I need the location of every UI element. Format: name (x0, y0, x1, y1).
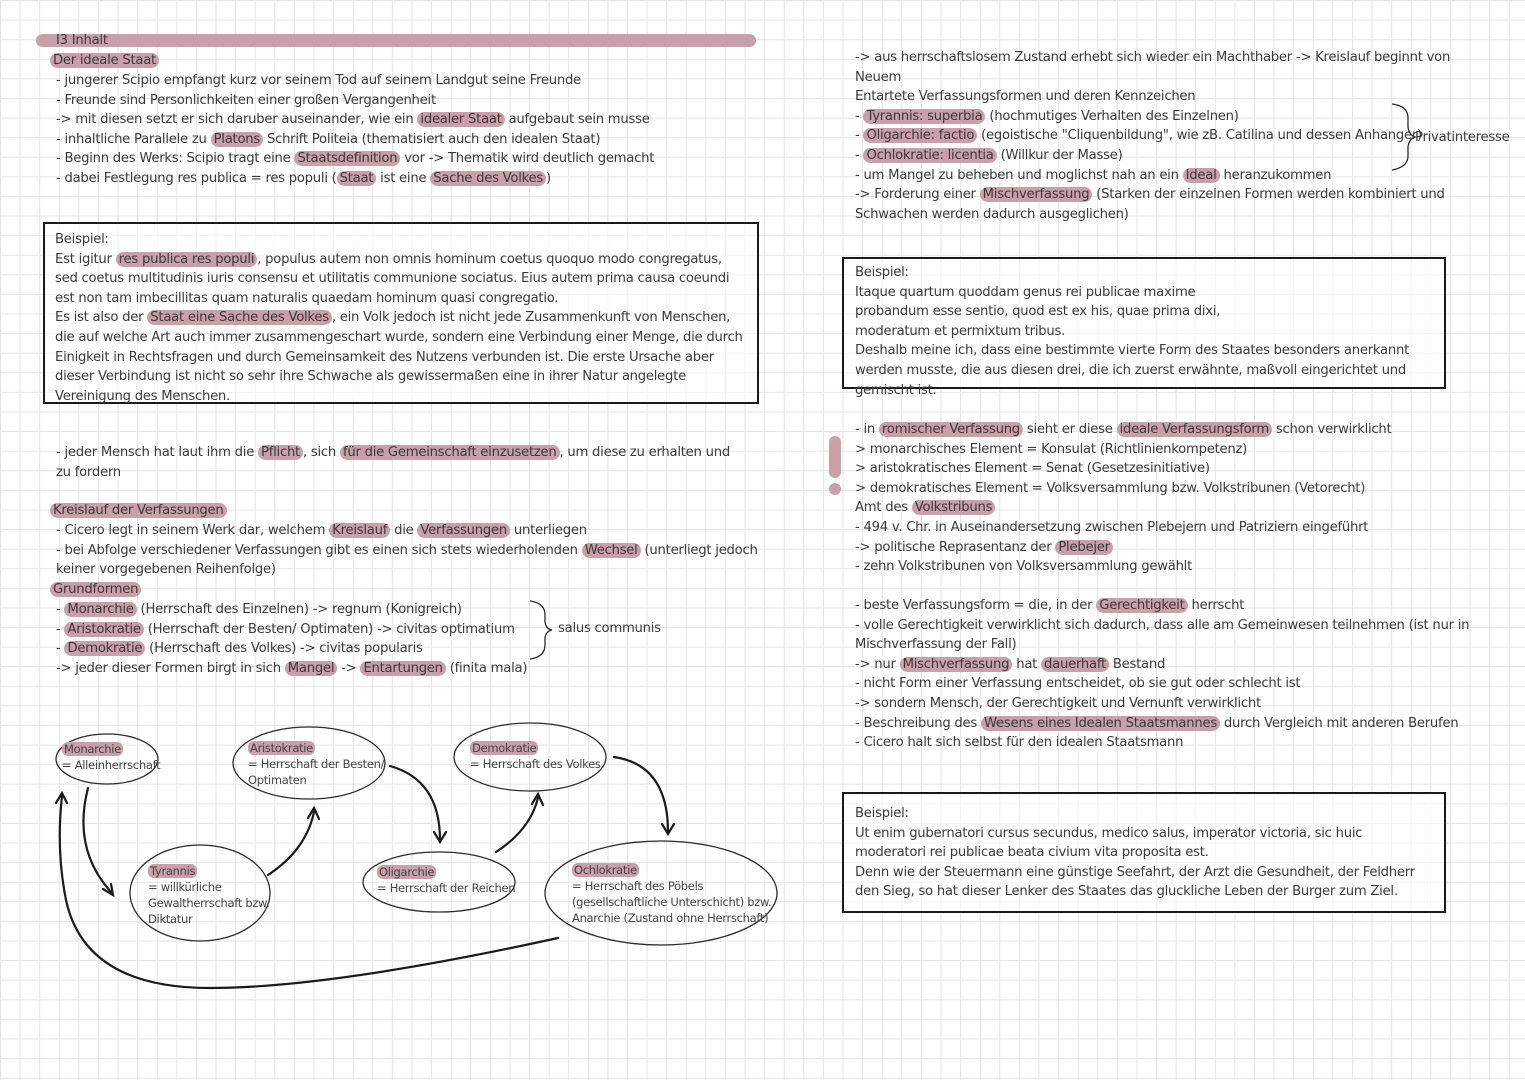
text-line (855, 185, 1445, 205)
line-text: - (855, 148, 864, 163)
latin-quote: Est igitur res publica res populi , populus autem non omnis hominum coetus quoquo modo congregatus, sed coetus multitudinis iuris consensu et utilitatis communione sociatus. Eius autem prima causa coeundi est non tam imbecillitas quam naturalis quaedam hominum quasi congregatio. (55, 251, 730, 306)
text-line (855, 694, 1261, 714)
line-text: -> sondern Mensch, der Gerechtigkeit und Vernunft verwirklicht (855, 696, 1261, 711)
line-text: Schrift Politeia (thematisiert auch den idealen Staat) (263, 131, 601, 147)
text-line (855, 420, 1391, 440)
line-text: herrscht (1187, 598, 1245, 613)
highlighted-term: Entartungen (360, 661, 445, 676)
text-line (855, 557, 1192, 577)
line-text: -> jeder dieser Formen birgt in sich (56, 660, 285, 676)
text-line (855, 126, 1422, 146)
line-text: ist eine (376, 171, 431, 186)
line-text: - bei Abfolge verschiedener Verfassungen gibt es einen sich stets wiederholenden (56, 542, 582, 558)
line-text: ) (546, 171, 551, 186)
line-text: -> Forderung einer (855, 187, 980, 203)
text-line (855, 714, 1458, 734)
text-line (855, 596, 1244, 616)
example-label: Beispiel: (855, 265, 909, 280)
line-text: - (855, 128, 864, 144)
highlighted-term: dauerhaft (1041, 657, 1109, 672)
node-monarchie: Monarchie = Alleinherrschaft (62, 742, 161, 772)
highlighted-term: Tyrannis: superbia (863, 109, 985, 124)
line-text: (hochmutiges Verhalten des Einzelnen) (985, 108, 1239, 124)
line-text: hat (1012, 656, 1042, 672)
line-text: Bestand (1108, 656, 1166, 672)
line-text: > demokratisches Element = Volksversammlung bzw. Volkstribunen (Vetorecht) (855, 480, 1366, 496)
highlighted-term: Wechsel (582, 543, 641, 558)
highlighted-term: Kreislauf (329, 523, 390, 538)
line-text: aufgebaut sein musse (504, 112, 650, 128)
line-text: > aristokratisches Element = Senat (Gesetzesinitiative) (855, 461, 1210, 477)
highlighted-term: Oligarchie: factio (863, 128, 977, 143)
line-text: - beste Verfassungsform = die, in der (855, 598, 1097, 613)
arrow-demokratie-ochlokratie (614, 757, 668, 832)
margin-marker (829, 436, 841, 478)
line-text: schon verwirklicht (1271, 422, 1392, 437)
text-line (855, 107, 1239, 127)
privatinteresse-label: Privatinteresse (1415, 130, 1510, 145)
highlighted-term: Platons (211, 132, 263, 147)
highlighted-term: Staatsdefinition (294, 151, 400, 166)
line-text: Amt des (855, 500, 912, 516)
node-tyrannis: Tyrannis = willkürliche Gewaltherrschaft bzw. Diktatur (148, 864, 270, 926)
line-text: - (56, 602, 65, 617)
line-text: heranzukommen (1219, 167, 1332, 183)
text-line (855, 87, 1195, 107)
line-text: unterliegen (509, 523, 587, 538)
line-text: - dabei Festlegung res publica = res populi ( (56, 171, 337, 186)
highlighted-term: Mischverfassung (980, 187, 1093, 202)
line-text: - in (855, 422, 879, 437)
line-text: (Herrschaft des Volkes) -> civitas popularis (145, 641, 423, 657)
salus-communis: salus communis (558, 621, 661, 636)
line-text: Neuem (855, 69, 902, 85)
arrow-tyrannis-aristokratie (268, 812, 314, 875)
line-text: - Cicero legt in seinem Werk dar, welchem (56, 523, 330, 538)
example-label: Beispiel: (55, 232, 109, 247)
highlighted-term: Mischverfassung (900, 657, 1013, 672)
line-text: -> aus herrschaftslosem Zustand erhebt sich wieder ein Machthaber -> Kreislauf beginnt von (855, 50, 1451, 65)
line-text: (egoistische "Cliquenbildung", wie zB. Catilina und dessen Anhanger) (977, 128, 1422, 144)
grundformen-title: Grundformen (50, 580, 141, 600)
text-line (855, 68, 901, 88)
highlighted-term: Wesens eines Idealen Staatsmannes (981, 716, 1220, 731)
header-text: I3 Inhalt (56, 33, 108, 48)
line-text: - jungerer Scipio empfangt kurz vor seinem Tod auf seinem Landgut seine Freunde (56, 73, 581, 88)
german-translation: Denn wie der Steuermann eine günstige Seefahrt, der Arzt die Gesundheit, der Feldherr den Sieg, so hat dieser Lenker des Staates das gluckliche Leben der Burger zum Ziel. (855, 864, 1415, 900)
line-text: keiner vorgegebenen Reihenfolge) (56, 562, 276, 578)
text-line (855, 479, 1365, 499)
text-line (855, 498, 995, 518)
latin-quote: Itaque quartum quoddam genus rei publicae maxime probandum esse sentio, quod est ex his, quae prima dixi, moderatum et permixtum tribus. (855, 284, 1221, 339)
line-text: - (56, 621, 65, 637)
highlighted-term: ideale Verfassungsform (1117, 422, 1272, 437)
line-text: Schwachen werden dadurch ausgeglichen) (855, 206, 1129, 222)
margin-dot (829, 483, 841, 495)
line-text: (Herrschaft der Besten/ Optimaten) -> civitas optimatium (143, 621, 515, 637)
example-label: Beispiel: (855, 806, 909, 821)
line-text: - 494 v. Chr. in Auseinandersetzung zwischen Plebejern und Patriziern eingeführt (855, 520, 1369, 535)
latin-quote: Ut enim gubernatori cursus secundus, medico salus, imperator victoria, sic huic moderatori rei publicae beata civium vita proposita est. (855, 825, 1363, 861)
example-box-3 (842, 792, 1446, 913)
text-line (855, 146, 1122, 166)
text-line (855, 518, 1368, 538)
highlighted-term: Demokratie (64, 641, 145, 656)
line-text: > monarchisches Element = Konsulat (Richtlinienkompetenz) (855, 441, 1248, 457)
node-aristokratie: Aristokratie = Herrschaft der Besten/ Optimaten (248, 741, 385, 787)
highlighted-term: romischer Verfassung (879, 422, 1023, 437)
line-text: - Beschreibung des (855, 715, 981, 731)
cycle-title: Kreislauf der Verfassungen (50, 501, 227, 521)
line-text: Entartete Verfassungsformen und deren Kennzeichen (855, 89, 1196, 105)
line-text: vor -> Thematik wird deutlich gemacht (400, 151, 655, 167)
line-text: - zehn Volkstribunen von Volksversammlung gewählt (855, 559, 1193, 575)
line-text: (Willkur der Masse) (996, 148, 1123, 163)
line-text: -> (337, 660, 361, 676)
highlighted-term: Sache des Volkes (430, 171, 546, 186)
node-ochlokratie: Ochlokratie = Herrschaft des Pöbels (gesellschaftliche Unterschicht) bzw. Anarchie (Zustand ohne Herrschaft) (572, 863, 772, 925)
line-text: - Beginn des Werks: Scipio tragt eine (56, 151, 295, 167)
text-line (855, 440, 1247, 460)
line-text: - volle Gerechtigkeit verwirklicht sich dadurch, dass alle am Gemeinwesen teilnehmen (ist nur in (855, 617, 1470, 633)
text-line (855, 166, 1331, 186)
highlighted-term: Monarchie (64, 602, 136, 617)
line-text: - Freunde sind Personlichkeiten einer großen Vergangenheit (56, 92, 436, 108)
line-text: Mischverfassung der Fall) (855, 637, 1017, 653)
highlighted-term: Aristokratie (64, 622, 143, 637)
highlighted-term: idealer Staat (417, 112, 504, 127)
arrow-monarchie-tyrannis (83, 788, 112, 893)
line-text: (unterliegt jedoch (640, 542, 758, 558)
german-translation: Es ist also der Staat eine Sache des Volkes , ein Volk jedoch ist nicht jede Zusammenkunft von Menschen, die auf welche Art auch immer zusammengeschart wurde, sondern eine Verbindung einer Menge, die durch Einigkeit in Rechtsfragen und durch Gemeinsamkeit des Nutzens verbunden ist. Die erste Ursache aber dieser Verbindung ist nicht so sehr ihre Schwache als gewissermaßen eine in ihrer Natur angelegte Vereinigung des Menschen. (55, 310, 743, 404)
text-line (855, 48, 1450, 68)
arrow-aristokratie-oligarchie (390, 766, 440, 840)
line-text: (finita mala) (445, 660, 528, 676)
highlighted-term: Volkstribuns (912, 500, 995, 515)
brace-salus (530, 601, 552, 659)
line-text: - (56, 641, 65, 657)
text-line (855, 205, 1129, 225)
line-text: durch Vergleich mit anderen Berufen (1219, 715, 1459, 731)
line-text: - nicht Form einer Verfassung entscheidet, ob sie gut oder schlecht ist (855, 676, 1301, 692)
text-line (855, 733, 1183, 753)
line-text: sieht er diese (1022, 422, 1117, 437)
node-oligarchie: Oligarchie = Herrschaft der Reichen (377, 865, 516, 895)
highlighted-term: Ideal (1183, 168, 1220, 183)
line-text: (Herrschaft des Einzelnen) -> regnum (Konigreich) (136, 602, 462, 617)
line-text: -> mit diesen setzt er sich daruber auseinander, wie ein (56, 112, 418, 128)
highlighted-term: Staat (337, 171, 377, 186)
line-text: - inhaltliche Parallele zu (56, 131, 211, 147)
duty-text: - jeder Mensch hat laut ihm die Pflicht , sich für die Gemeinschaft einzusetzen , um diese zu erhalten und zu fordern (56, 445, 730, 480)
text-line (855, 635, 1016, 655)
arrow-oligarchie-demokratie (496, 798, 538, 852)
text-line (855, 616, 1469, 636)
node-demokratie: Demokratie = Herrschaft des Volkes (470, 741, 601, 771)
text-line (855, 538, 1113, 558)
text-line (855, 655, 1165, 675)
line-text: - (855, 108, 864, 124)
example-box-2 (842, 257, 1446, 398)
highlighted-term: Plebejer (1055, 540, 1112, 555)
text-line (855, 674, 1300, 694)
line-text: -> nur (855, 656, 900, 672)
line-text: - Cicero halt sich selbst für den idealen Staatsmann (855, 735, 1184, 751)
line-text: - um Mangel zu beheben und moglichst nah an ein (855, 167, 1183, 183)
line-text: (Starken der einzelnen Formen werden kombiniert und (1092, 187, 1445, 203)
highlighted-term: Verfassungen (417, 523, 510, 538)
section-title-ideal-state: Der ideale Staat (50, 51, 159, 71)
highlighted-term: Mangel (285, 661, 337, 676)
text-line (855, 459, 1210, 479)
line-text: die (390, 523, 418, 538)
highlighted-term: Ochlokratie: licentia (863, 148, 996, 163)
line-text: -> politische Reprasentanz der (855, 539, 1056, 555)
highlighted-term: Gerechtigkeit (1096, 598, 1187, 613)
german-translation: Deshalb meine ich, dass eine bestimmte vierte Form des Staates besonders anerkannt werden musste, die aus diesen drei, die ich zuerst erwähnte, maßvoll eingerichtet und gemischt ist. (855, 343, 1410, 398)
